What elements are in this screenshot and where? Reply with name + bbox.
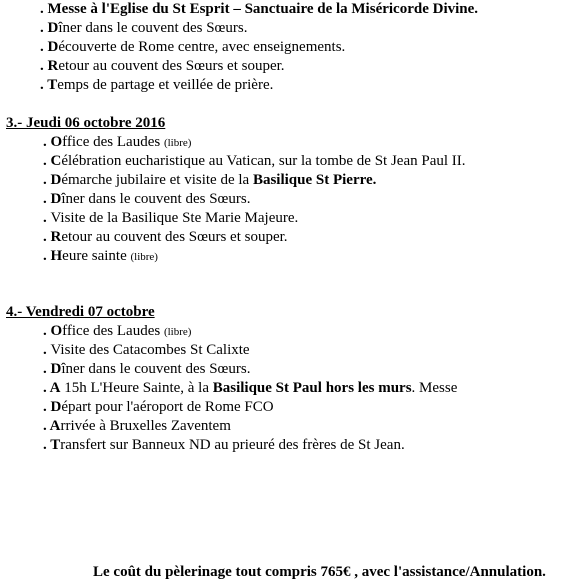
price-footer: Le coût du pèlerinage tout compris 765€ , avec l'assistance/Annulation. bbox=[93, 564, 546, 580]
day4-item-catacombes: . Visite des Catacombes St Calixte bbox=[43, 342, 250, 358]
day3-item-celebration: . Célébration eucharistique au Vatican, sur la tombe de St Jean Paul II. bbox=[43, 153, 466, 169]
item-temps-partage: . Temps de partage et veillée de prière. bbox=[40, 77, 274, 93]
item-messe-st-esprit: . Messe à l'Eglise du St Esprit – Sanctuaire de la Miséricorde Divine. bbox=[40, 1, 479, 17]
day3-item-demarche: . Démarche jubilaire et visite de la Basilique St Pierre. bbox=[43, 172, 377, 188]
day3-item-laudes: . Office des Laudes (libre) bbox=[43, 134, 192, 150]
day4-item-depart: . Départ pour l'aéroport de Rome FCO bbox=[43, 399, 274, 415]
item-decouverte-rome: . Découverte de Rome centre, avec enseignements. bbox=[40, 39, 346, 55]
day3-item-visite-majeure: . Visite de la Basilique Ste Marie Majeure. bbox=[43, 210, 299, 226]
day4-header: 4.- Vendredi 07 octobre bbox=[6, 304, 155, 320]
day4-item-heure-sainte: . A 15h L'Heure Sainte, à la Basilique St Paul hors les murs. Messe bbox=[43, 380, 458, 396]
day4-item-diner: . Dîner dans le couvent des Sœurs. bbox=[43, 361, 251, 377]
day4-item-transfert: . Transfert sur Banneux ND au prieuré des frères de St Jean. bbox=[43, 437, 405, 453]
day3-header: 3.- Jeudi 06 octobre 2016 bbox=[6, 115, 166, 131]
item-retour-1: . Retour au couvent des Sœurs et souper. bbox=[40, 58, 285, 74]
day4-item-laudes: . Office des Laudes (libre) bbox=[43, 323, 192, 339]
day3-item-retour: . Retour au couvent des Sœurs et souper. bbox=[43, 229, 288, 245]
day3-item-heure-sainte: . Heure sainte (libre) bbox=[43, 248, 158, 264]
day3-item-diner: . Dîner dans le couvent des Sœurs. bbox=[43, 191, 251, 207]
day4-item-arrivee: . Arrivée à Bruxelles Zaventem bbox=[43, 418, 231, 434]
item-diner-1: . Dîner dans le couvent des Sœurs. bbox=[40, 20, 248, 36]
